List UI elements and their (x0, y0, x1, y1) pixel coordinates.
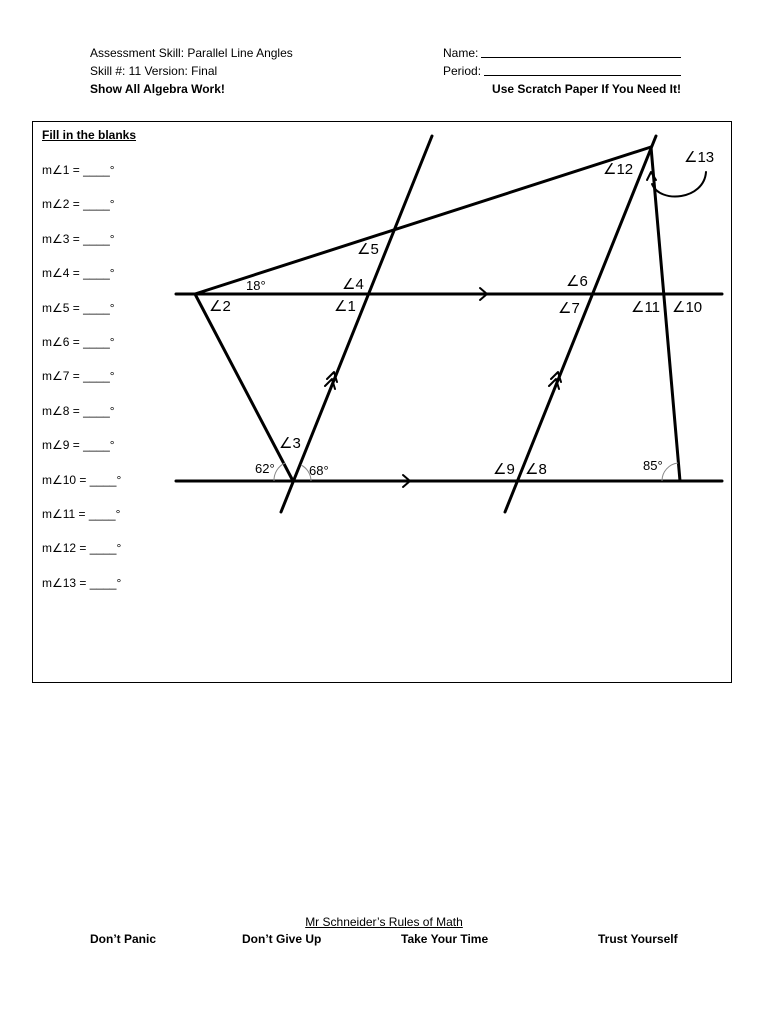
blank-angle-6[interactable]: m∠6 = ____° (42, 334, 115, 349)
scratch-note: Use Scratch Paper If You Need It! (492, 82, 681, 96)
angle-arc-85 (662, 463, 678, 481)
transversal-left (281, 136, 432, 512)
blank-angle-13[interactable]: m∠13 = ____° (42, 575, 122, 590)
angle-7-label: ∠7 (558, 300, 580, 317)
angle-12-label: ∠12 (603, 161, 634, 178)
given-angle-68: 68° (309, 463, 329, 478)
angle-4-label: ∠4 (342, 276, 364, 293)
given-angle-18: 18° (246, 278, 266, 293)
angle-11-label: ∠11 (631, 299, 661, 316)
algebra-instruction: Show All Algebra Work! (90, 82, 225, 96)
blank-angle-11[interactable]: m∠11 = ____° (42, 506, 121, 521)
blank-angle-2[interactable]: m∠2 = ____° (42, 197, 115, 212)
blank-angle-7[interactable]: m∠7 = ____° (42, 369, 115, 384)
period-label: Period: (443, 64, 482, 78)
given-angle-85: 85° (643, 458, 663, 473)
angle-3-label: ∠3 (279, 435, 301, 452)
skill-version: Skill #: 11 Version: Final (90, 64, 218, 78)
angle-9-label: ∠9 (493, 461, 515, 478)
transversal-right (505, 136, 656, 512)
footer-title: Mr Schneider’s Rules of Math (305, 915, 463, 929)
blank-angle-8[interactable]: m∠8 = ____° (42, 403, 115, 418)
blank-angle-4[interactable]: m∠4 = ____° (42, 266, 115, 281)
blank-angle-12[interactable]: m∠12 = ____° (42, 541, 122, 556)
angle-8-label: ∠8 (525, 461, 547, 478)
angle-6-label: ∠6 (566, 273, 588, 290)
angle-2-label: ∠2 (209, 298, 231, 315)
blank-angle-5[interactable]: m∠5 = ____° (42, 300, 115, 315)
angle-10-label: ∠10 (672, 299, 703, 316)
section-title: Fill in the blanks (42, 128, 137, 142)
angle-5-label: ∠5 (357, 241, 379, 258)
blank-angle-10[interactable]: m∠10 = ____° (42, 472, 122, 487)
blank-angle-3[interactable]: m∠3 = ____° (42, 231, 115, 246)
name-label: Name: (443, 46, 479, 60)
blank-angle-9[interactable]: m∠9 = ____° (42, 438, 115, 453)
rule-dont-give-up: Don’t Give Up (242, 932, 322, 946)
triangle-top-side (195, 147, 651, 294)
rule-take-your-time: Take Your Time (401, 932, 489, 946)
angle-1-label: ∠1 (334, 298, 356, 315)
rule-dont-panic: Don’t Panic (90, 932, 157, 946)
given-angle-62: 62° (255, 461, 275, 476)
skill-title: Assessment Skill: Parallel Line Angles (90, 46, 293, 60)
blank-angle-1[interactable]: m∠1 = ____° (42, 163, 115, 177)
angle-13-pointer-arrow (652, 172, 706, 197)
angle-13-label: ∠13 (684, 149, 715, 166)
rule-trust-yourself: Trust Yourself (598, 932, 678, 946)
triangle-left-side (195, 294, 293, 481)
